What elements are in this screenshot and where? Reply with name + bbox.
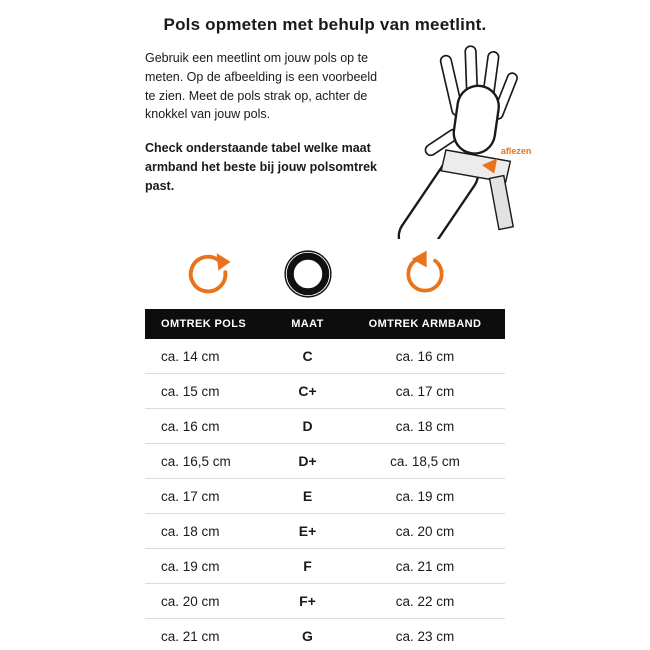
intro-text — [145, 49, 383, 241]
table-row — [145, 549, 505, 584]
table-row — [145, 339, 505, 374]
wrist-measurement-illustration — [391, 43, 571, 241]
table-row — [145, 479, 505, 514]
intro-section — [145, 49, 650, 241]
armband-circumference-icon — [400, 249, 450, 299]
intro-paragraph-bold: Check onderstaande tabel welke maat armband het beste bij jouw polsomtrek past. — [145, 141, 377, 193]
cell-omtrek-armband: ca. 18 cm — [395, 418, 455, 434]
table-row — [145, 444, 505, 479]
cell-omtrek-pols: ca. 16,5 cm — [161, 453, 231, 469]
cell-omtrek-armband: ca. 23 cm — [395, 628, 455, 644]
table-row — [145, 584, 505, 619]
table-row — [145, 374, 505, 409]
intro-paragraph: Gebruik een meetlint om jouw pols op te meten. Op de afbeelding is een voorbeeld te zien. Meet de pols strak op, achter de knokkel van jouw pols. — [145, 51, 378, 122]
cell-omtrek-armband: ca. 21 cm — [395, 558, 455, 574]
cell-maat: F+ — [299, 593, 316, 609]
cell-omtrek-armband: ca. 22 cm — [395, 593, 455, 609]
size-table-header — [145, 309, 505, 339]
page-title: Pols opmeten met behulp van meetlint. — [163, 15, 487, 34]
aflezen-label: aflezen — [500, 145, 532, 156]
cell-omtrek-armband: ca. 19 cm — [395, 488, 455, 504]
tape-loose-end — [490, 176, 514, 230]
cell-omtrek-pols: ca. 21 cm — [161, 628, 220, 644]
cell-omtrek-armband: ca. 16 cm — [395, 348, 455, 364]
legend-armband — [345, 249, 505, 299]
header-omtrek-armband: OMTREK ARMBAND — [368, 318, 482, 330]
cell-omtrek-pols: ca. 16 cm — [161, 418, 220, 434]
cell-maat: E — [302, 488, 313, 504]
cell-maat: D+ — [298, 453, 317, 469]
cell-maat: G — [302, 628, 313, 644]
cell-maat: D — [302, 418, 313, 434]
cell-omtrek-armband: ca. 18,5 cm — [390, 453, 460, 469]
bracelet-ring-icon — [280, 246, 336, 302]
table-row — [145, 409, 505, 444]
legend-maat — [270, 246, 345, 302]
cell-omtrek-pols: ca. 15 cm — [161, 383, 220, 399]
cell-omtrek-pols: ca. 17 cm — [161, 488, 220, 504]
legend-pols — [145, 248, 270, 300]
cell-omtrek-pols: ca. 14 cm — [161, 348, 220, 364]
header-omtrek-pols: OMTREK POLS — [161, 318, 247, 330]
size-table-body — [145, 339, 505, 650]
cell-maat: C — [302, 348, 313, 364]
cell-maat: C+ — [298, 383, 317, 399]
hand-with-measuring-tape-icon — [391, 43, 571, 239]
cell-omtrek-pols: ca. 20 cm — [161, 593, 220, 609]
table-row — [145, 514, 505, 549]
header-maat: MAAT — [291, 318, 324, 330]
measuring-tape-icon — [182, 248, 234, 300]
cell-omtrek-armband: ca. 17 cm — [395, 383, 455, 399]
legend-icons-row — [145, 243, 505, 305]
size-table — [145, 309, 505, 650]
table-row — [145, 619, 505, 650]
cell-omtrek-pols: ca. 19 cm — [161, 558, 220, 574]
cell-omtrek-armband: ca. 20 cm — [395, 523, 455, 539]
cell-maat: F — [303, 558, 312, 574]
cell-maat: E+ — [298, 523, 317, 539]
cell-omtrek-pols: ca. 18 cm — [161, 523, 220, 539]
